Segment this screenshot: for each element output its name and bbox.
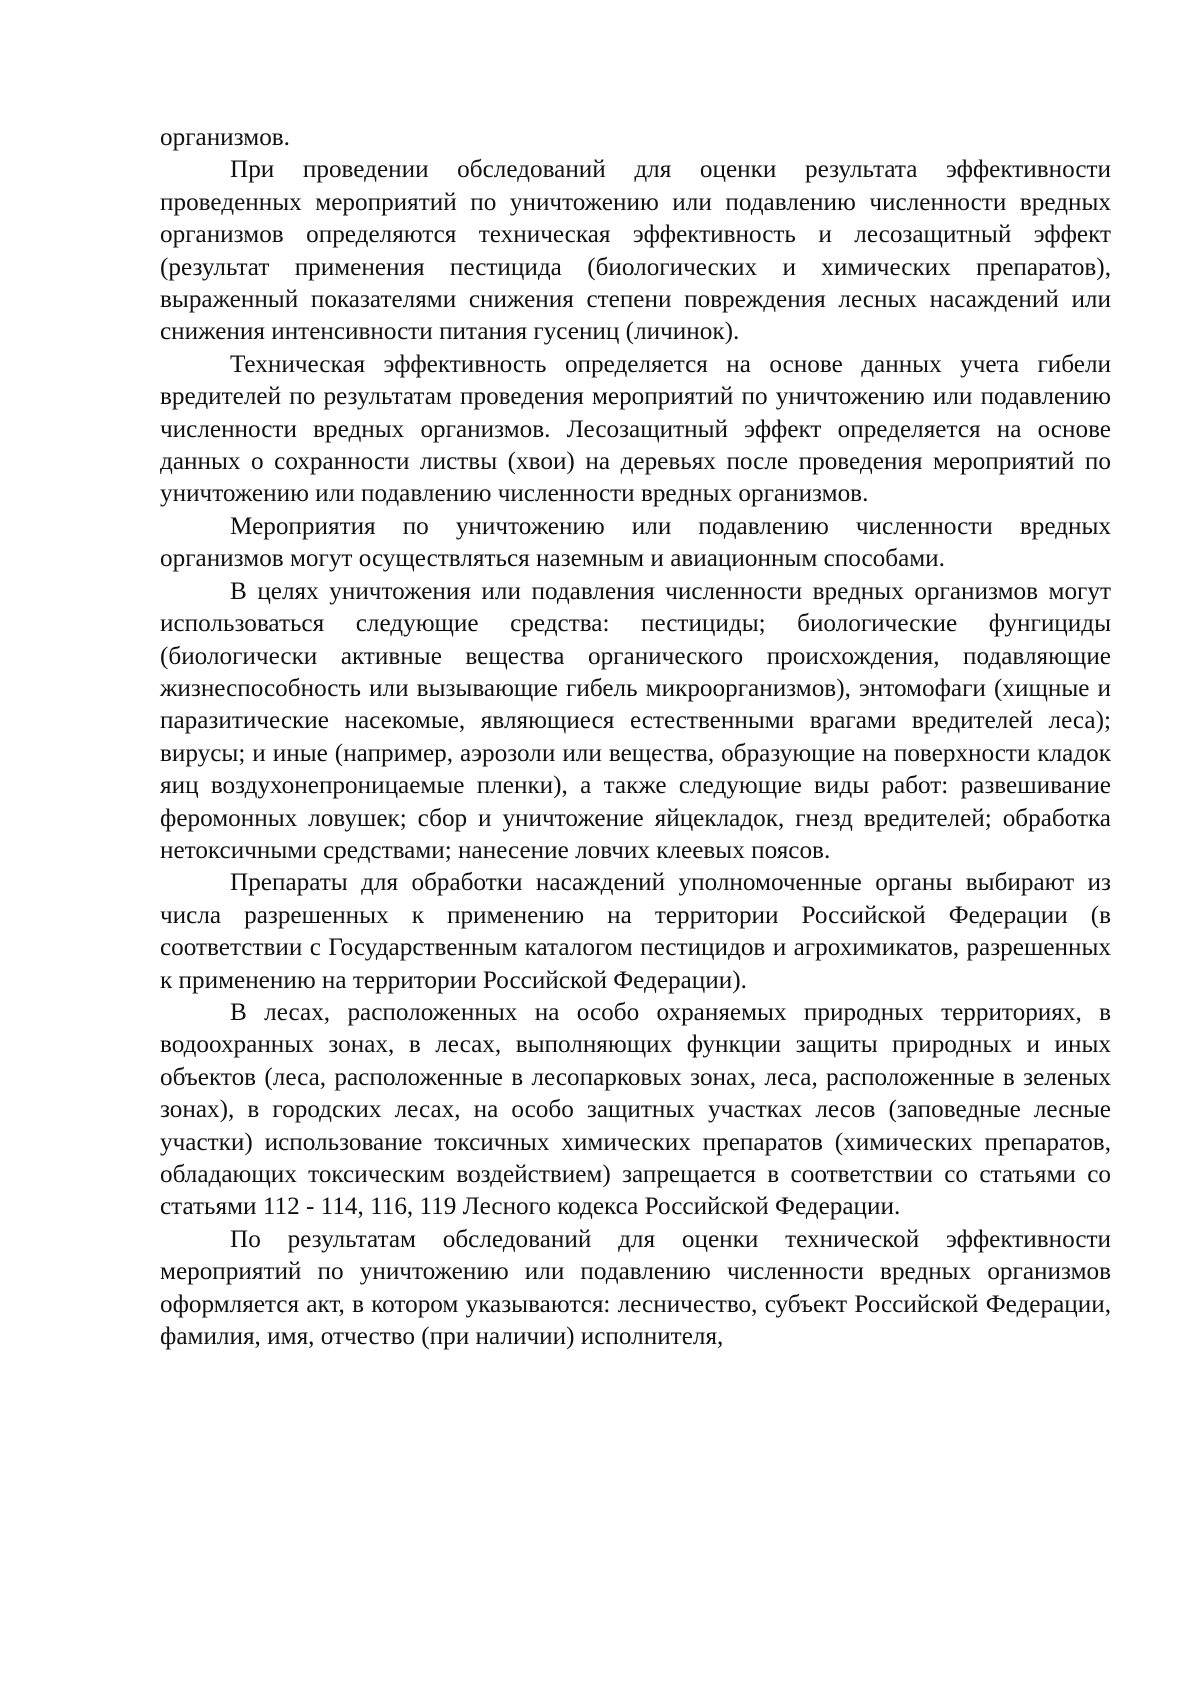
paragraph-means: В целях уничтожения или подавления численности вредных организмов могут использоваться следующие средства: пестициды; биологические фунгициды (биологически активные вещества органического происхождения, подавляющие жизнеспособность или вызывающие гибель микроорганизмов), энтомофаги (хищные и паразитические насекомые, являющиеся естественными врагами вредителей леса); вирусы; и иные (например, аэрозоли или вещества, образующие на поверхности кладок яиц воздухонепроницаемые пленки), а также следующие виды работ: развешивание феромонных ловушек; сбор и уничтожение яйцекладок, гнезд вредителей; обработка нетоксичными средствами; нанесение ловчих клеевых поясов. <box>160 577 1111 864</box>
paragraph-survey-evaluation: При проведении обследований для оценки результата эффективности проведенных мероприятий по уничтожению или подавлению численности вредных организмов определяются техническая эффективность и лесозащитный эффект (результат применения пестицида (биологических и химических препаратов), выраженный показателями снижения степени повреждения лесных насаждений или снижения интенсивности питания гусениц (личинок). <box>160 156 1111 346</box>
paragraph-continuation: организмов. <box>160 124 290 151</box>
paragraph-survey-act: По результатам обследований для оценки технической эффективности мероприятий по уничтожению или подавлению численности вредных организмов оформляется акт, в котором указываются: лесничество, субъект Российской Федерации, фамилия, имя, отчество (при наличии) исполнителя, <box>160 1225 1111 1351</box>
paragraph-protected-territories: В лесах, расположенных на особо охраняемых природных территориях, в водоохранных зонах, в лесах, выполняющих функции защиты природных и иных объектов (леса, расположенные в лесопарковых зонах, леса, расположенные в зеленых зонах), в городских лесах, на особо защитных участках лесов (заповедные лесные участки) использование токсичных химических препаратов (химических препаратов, обладающих токсическим воздействием) запрещается в соответствии со статьями со статьями 112 - 114, 116, 119 Лесного кодекса Российской Федерации. <box>160 998 1111 1221</box>
paragraph-technical-efficiency: Техническая эффективность определяется на основе данных учета гибели вредителей по результатам проведения мероприятий по уничтожению или подавлению численности вредных организмов. Лесозащитный эффект определяется на основе данных о сохранности листвы (хвои) на деревьях после проведения мероприятий по уничтожению или подавлению численности вредных организмов. <box>160 350 1111 508</box>
document-page <box>160 122 1111 1353</box>
paragraph-methods: Мероприятия по уничтожению или подавлению численности вредных организмов могут осуществляться наземным и авиационным способами. <box>160 512 1111 573</box>
paragraph-preparations: Препараты для обработки насаждений уполномоченные органы выбирают из числа разрешенных к применению на территории Российской Федерации (в соответствии с Государственным каталогом пестицидов и агрохимикатов, разрешенных к применению на территории Российской Федерации). <box>160 869 1111 994</box>
